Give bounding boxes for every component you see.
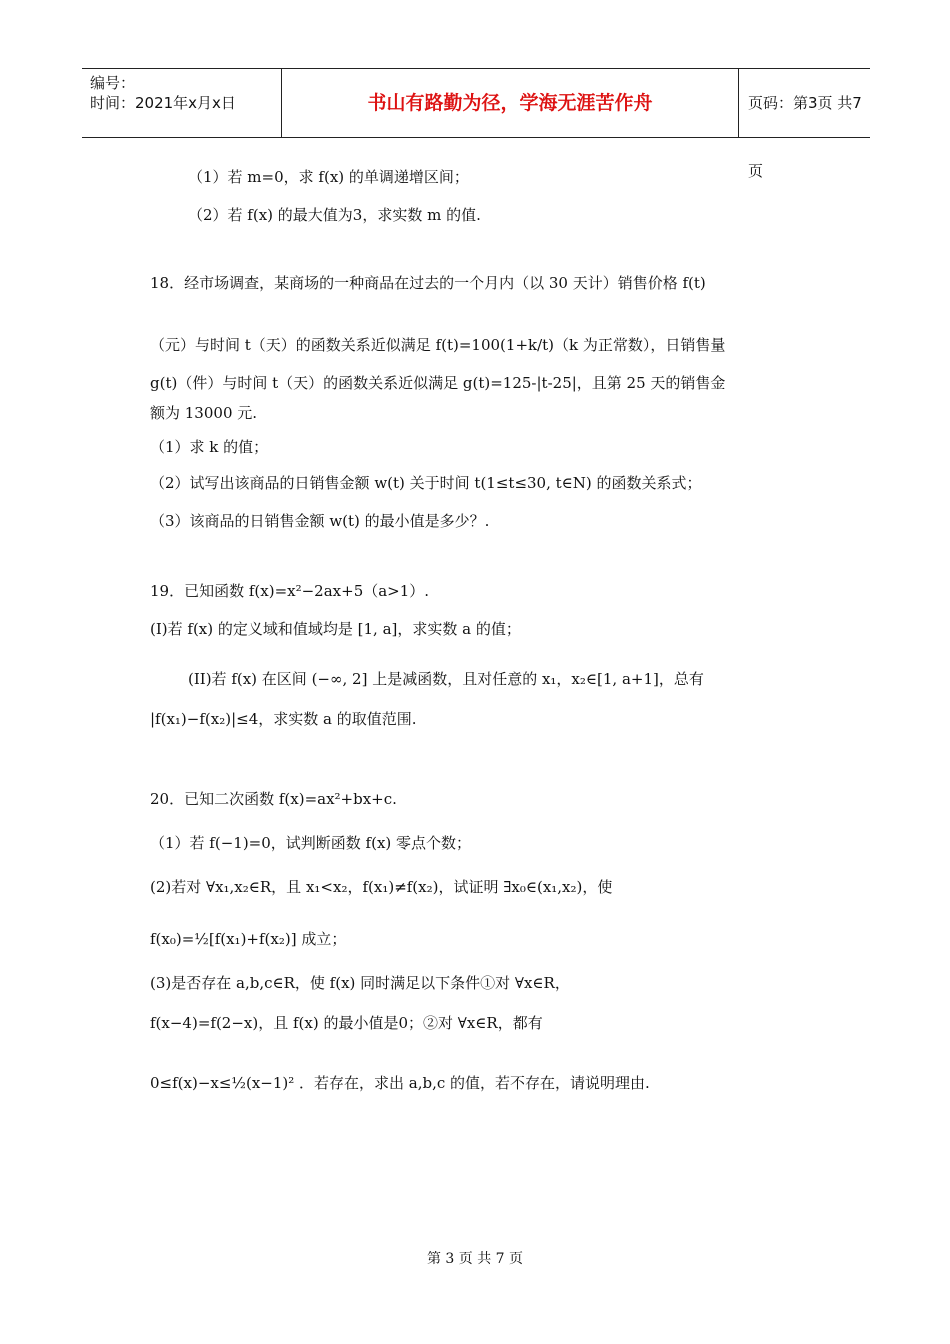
header-meta <box>82 69 282 137</box>
q20-part1: （1）若 f(−1)=0，试判断函数 f(x) 零点个数； <box>150 834 472 852</box>
q18-line4: 额为 13000 元. <box>150 404 258 422</box>
q18-part2: （2）试写出该商品的日销售金额 w(t) 关于时间 t(1≤t≤30, t∈N) 的函数关系式； <box>150 474 702 492</box>
q19-stem: 19．已知函数 f(x)=x²−2ax+5（a>1）. <box>150 582 430 600</box>
date-label: 时间：2021年x月x日 <box>90 94 236 112</box>
q18-part1: （1）求 k 的值； <box>150 438 269 456</box>
q20-part3: (3)是否存在 a,b,c∈R，使 f(x) 同时满足以下条件①对 ∀x∈R， <box>150 974 570 992</box>
header-motto: 书山有路勤为径，学海无涯苦作舟 <box>282 69 739 137</box>
q17-part2: （2）若 f(x) 的最大值为3，求实数 m 的值. <box>188 206 481 224</box>
q20-part3-cont1: f(x−4)=f(2−x)，且 f(x) 的最小值是0；②对 ∀x∈R，都有 <box>150 1014 543 1032</box>
q18-line1: 18．经市场调查，某商场的一种商品在过去的一个月内（以 30 天计）销售价格 f(t) <box>150 274 706 292</box>
q17-part1: （1）若 m=0，求 f(x) 的单调递增区间； <box>188 168 469 186</box>
serial-label: 编号： <box>90 74 136 92</box>
page-number: 页码：第3页 共7页 <box>748 94 862 180</box>
q19-part2-cont: |f(x₁)−f(x₂)|≤4，求实数 a 的取值范围. <box>150 710 417 728</box>
page-footer: 第 3 页 共 7 页 <box>426 1251 524 1267</box>
q20-part3-cont2: 0≤f(x)−x≤½(x−1)² ．若存在，求出 a,b,c 的值，若不存在，请说明理由. <box>150 1074 650 1092</box>
q18-part3: （3）该商品的日销售金额 w(t) 的最小值是多少？. <box>150 512 490 530</box>
q18-line3: g(t)（件）与时间 t（天）的函数关系近似满足 g(t)=125-|t-25|，且第 25 天的销售金 <box>150 374 726 392</box>
q19-part2: (II)若 f(x) 在区间 (−∞, 2] 上是减函数，且对任意的 x₁，x₂∈[1, a+1]，总有 <box>188 670 704 688</box>
q18-line2: （元）与时间 t（天）的函数关系近似满足 f(t)=100(1+k/t)（k 为正常数），日销售量 <box>150 336 726 354</box>
q20-stem: 20．已知二次函数 f(x)=ax²+bx+c. <box>150 790 397 808</box>
q19-part1: (I)若 f(x) 的定义域和值域均是 [1, a]，求实数 a 的值； <box>150 620 521 638</box>
q20-part2-cont: f(x₀)=½[f(x₁)+f(x₂)] 成立； <box>150 930 347 948</box>
q20-part2: (2)若对 ∀x₁,x₂∈R，且 x₁<x₂，f(x₁)≠f(x₂)，试证明 ∃x₀∈(x₁,x₂)，使 <box>150 878 613 896</box>
